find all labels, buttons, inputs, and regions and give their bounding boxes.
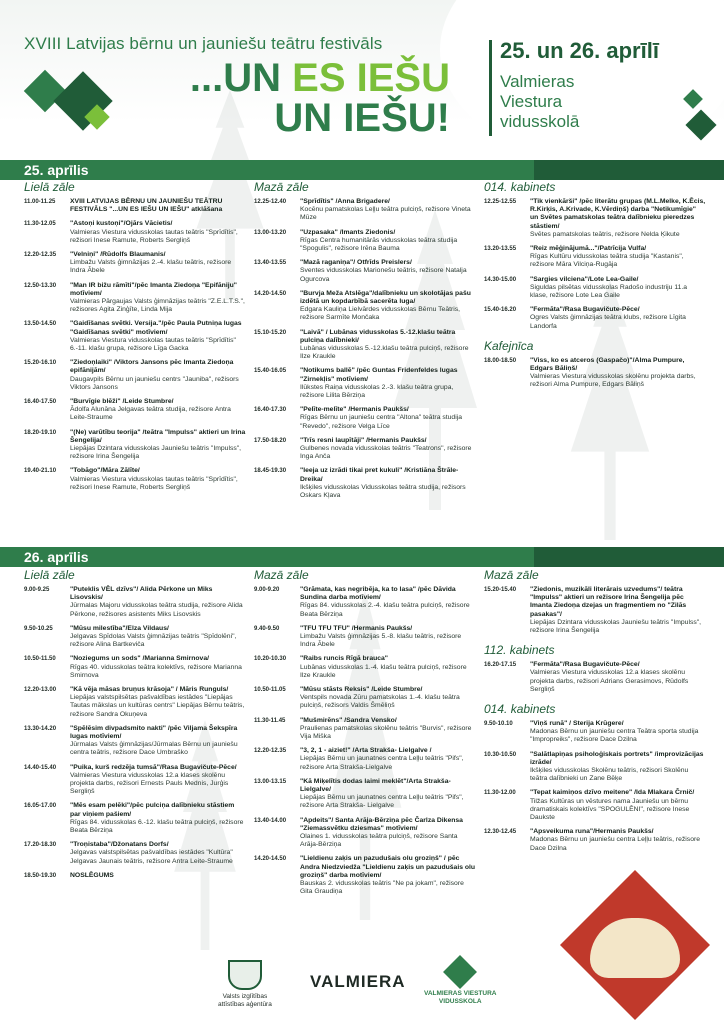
event-description: Valmieras Viestura vidusskolas 12.a klases skolēnu projekta darbs, režisori Adrians Gerasimovs, Rūdolfs Sergliņš [530,669,689,693]
event-body [70,586,246,619]
event-title: "(Ne) varūtību teorija" /teātra "Impulss" aktieri un Irina Šengelija/ [70,428,246,444]
event-title: "Sprīdītis" /Anna Brigadere/ [300,198,390,205]
event-description: Siguldas pilsētas vidusskolas Radošo industriju 11.a klase, režisore Lote Lea Gaile [530,283,688,300]
event-description: Rīgas Kultūru vidusskolas teātra studija "Kastanis", režisore Māra Vilciņa-Rugāja [530,253,684,269]
event-description: Jūrmalas Majoru vidusskolas teātra studija, režisore Alida Pērkone, režisores asistents Miks Lisovskis [70,602,243,618]
event-title: "Tobāgo"/Māra Zālīte/ [70,467,140,475]
event-description: Edgara Kauliņa Lielvārdes vidusskolas Bērnu Teātris, režisore Sarmīte Mončaka [300,306,461,322]
event-body [70,251,246,276]
event-description: Liepājas Dzintara vidusskolas Jauniešu teātris "Impulss", režisore Irina Šengelija [70,445,242,461]
day1-column [484,180,706,396]
divider-line [489,40,492,136]
event-title: "Spēlēsim divpadsmito nakti" /pēc Viljama Šekspīra lugas motīviem/ [70,724,238,741]
event-time: 18.00-18.50 [484,357,517,364]
schedule-item [24,251,246,276]
day1-bar [0,160,724,180]
event-body [300,329,476,362]
event-title: "Salātlapiņas psiholoģiskais portrets" /improvizācijas izrāde/ [530,750,704,766]
event-body [300,855,476,896]
event-description: Valmieras Viestura vidusskolas 12.a klases skolēnu projekta darbs, režisori Ernests Pauls Mednis, Jurģis Sergliņš [70,771,229,796]
schedule-item [24,282,246,315]
event-description: Jūrmalas Valsts ģimnāzijas/Jūrmalas Bērnu un jauniešu centra teātris, režisore Dace Umbraško [70,741,238,757]
event-title: "Laivā" / Lubānas vidusskolas 5.-12.klašu teātra pulciņa dalībnieki/ [300,328,456,344]
event-description: Ventspils novada Zūru pamatskolas 1.-4. klašu teātra pulciņš, režisors Valdis Šmēliņš [300,694,460,710]
room-heading: Mazā zāle [254,568,309,582]
event-body [70,872,114,880]
event-body [530,245,706,270]
event-title: "Gaidīšanas svētki. Versija."/pēc Paula Putniņa lugas "Gaidīšanas svētki" motīviem/ [70,320,242,336]
event-time: 11.30-12.00 [484,790,516,797]
event-time: 9.00-9.20 [254,587,280,593]
event-description: Ilūkstes Raiņa vidusskolas 2.-3. klašu teātra grupa, režisore Lilita Bērziņa [300,383,454,400]
school-logo [424,960,496,1006]
event-title: "Puika, kurš redzēja tumsā"/Rasa Bugavičute-Pēce/ [70,763,237,771]
schedule-item [254,437,476,462]
event-body [70,467,246,492]
schedule-item [484,198,706,239]
room-heading: Mazā zāle [484,568,539,582]
event-title: XVIII LATVIJAS BĒRNU UN JAUNIEŠU TEĀTRU FESTIVĀLS "...UN ES IEŠU UN IEŠU" atklāšana [70,198,223,214]
event-body [530,828,706,853]
event-time: 10.50-11.05 [254,687,286,694]
event-body [70,282,246,315]
venue-line: Viestura [500,92,563,111]
schedule-item [254,625,476,650]
event-description: Ādolfa Alunāna Jelgavas teātra studija, režisore Antra Leite-Straume [70,406,231,422]
event-time: 15.10-15.20 [254,329,287,336]
event-time: 10.20-10.30 [254,656,287,663]
event-description: Lubānas vidusskolas 1.-4. klašu teātra pulciņš, režisore Ilze Kraukle [300,663,467,679]
event-time: 18.50-19.30 [24,872,57,879]
day2-label: 26. aprīlis [24,549,89,565]
schedule-item [254,855,476,896]
schedule-item [24,841,246,866]
event-title: "Kā vēja māsas bruņus krāsoja" / Māris Runguls/ [70,686,229,694]
schedule-item [24,359,246,392]
event-title: "3, 2, 1 - aiziet!" /Arta Strakša- Lielgalve / [300,747,432,755]
event-description: Daugavpils Bērnu un jauniešu centrs "Jauniba", režisors Viktors Jansons [70,375,239,391]
event-description: Limbažu Valsts ģimnāzijas 2.-4. klašu teātris, režisore Indra Ābele [70,259,232,275]
day1-column [254,180,476,506]
event-title: "Tepat kaimiņos dzīvo meitene" /Ida Mlakara Črnič/ [530,789,695,797]
event-title: "Uzpasaka" /Imants Ziedonis/ [300,228,396,236]
event-title: "Apsveikuma runa"/Hermanis Paukšs/ [530,828,654,836]
event-description: Jelgavas Spīdolas Valsts ģimnāzijas teātris "Spīdolēni", režisore Alina Bartkeviča [70,633,237,649]
event-body [530,661,706,694]
event-title: "Man IR bižu rāmīti"/pēc Imanta Ziedoņa "Epifāniju" motīviem/ [70,281,237,297]
event-time: 13.40-14.00 [254,817,287,824]
schedule-item [24,625,246,650]
event-body [70,198,246,214]
schedule-item [24,686,246,719]
event-title: "Pelīte-melīte" /Hermanis Paukšs/ [300,406,409,414]
event-description: Olaines 1. vidusskolas teātra pulciņš, režisore Santa Arāja-Bērziņa [300,833,458,849]
event-title: "Fermāta"/Rasa Bugavičute-Pēce/ [530,661,640,669]
event-title: "Ziedoņlaiki" /Viktors Jansons pēc Imanta Ziedoņa epifānijām/ [70,359,234,375]
event-time: 15.20-15.40 [484,587,517,593]
event-body [70,398,246,423]
event-description: Ikšķiles vidusskolas Skolēnu teātris, režisori Skolēnu teātra dalībnieki un Zane Bēķe [530,767,689,783]
agency-name: attīstības aģentūra [218,1001,272,1008]
event-description: Lubānas vidusskolas 5.-12.klašu teātra pulciņš, režisore Ilze Kraukle [300,345,469,361]
event-description: Svētes pamatskolas teātris, režisore Nelda Ķikute [530,230,680,238]
event-description: Sventes vidusskolas Marionešu teātris, režisore Natalja Ogurcova [300,267,467,283]
poster-header [0,0,724,160]
event-description: Valmieras Viestura vidusskolas tautas teātris "Sprīdītis" 6.-11. klašu grupa, režisore Līga Gacka [70,336,236,353]
room-heading: 014. kabinets [484,702,556,717]
event-title: "Astoņi kustoņi"/Ojārs Vācietis/ [70,220,173,228]
event-title: "Noziegums un sods" /Marianna Smirnova/ [70,655,210,663]
schedule-item [24,802,246,835]
event-description: Rīgas Bērnu un jauniešu centra "Altona" teātra studija "Revedo", režisore Velga Līce [300,414,463,430]
bar-accent [534,160,724,180]
schedule-item [254,198,476,223]
room-heading: Kafejnīca [484,338,534,353]
event-title: "Mazā raganiņa"/ Otfrīds Preislers/ [300,259,412,267]
event-description: Liepājas Bērnu un jaunatnes centra Leļļu teātris "Pifs", režisore Arta Strakša- Lielgalve [300,794,464,810]
festival-dates: 25. un 26. aprīlī [500,38,659,63]
event-description: Liepājas Dzintara vidusskolas Jauniešu teātris "Impulss", režisore Irina Šengelija [530,618,702,635]
event-time: 9.40-9.50 [254,625,280,632]
title-line1-highlight: ES IEŠU [292,56,450,100]
schedule-item [254,686,476,711]
header-circle [440,0,724,160]
festival-venue [500,72,579,132]
event-time: 13.00-13.15 [254,778,287,785]
event-description: Rīgas Centra humanitārās vidusskolas teātra studija "Spogulis", režisore Irēna Bauma [300,236,458,253]
event-time: 15.40-16.05 [254,368,287,375]
schedule-item [24,725,246,758]
event-body [70,429,246,462]
event-time: 16.20-17.15 [484,662,517,669]
event-description: Kocēnu pamatskolas Leļļu teātra pulciņš, režisore Vineta Mūze [300,206,471,222]
event-time: 16.40-17.50 [24,399,57,406]
event-body [300,467,476,500]
event-title: "Fermāta"/Rasa Bugavičute-Pēce/ [530,306,640,314]
event-body [300,198,476,223]
event-body [70,802,246,835]
schedule-item [484,661,706,694]
schedule-item [484,276,706,301]
event-time: 14.40-15.40 [24,764,57,771]
schedule-item [24,198,246,214]
title-line1: ...UN [189,56,293,100]
schedule-item [254,817,476,850]
event-description: Liepājas Bērnu un jaunatnes centra Leļļu teātris "Pifs", režisore Arta Strakša-Lielgalve [300,755,464,771]
schedule-item [484,586,706,635]
schedule-item [24,872,246,880]
event-body [300,259,476,284]
schedule-item [24,220,246,245]
schedule-item [254,655,476,680]
schedule-item [24,320,246,353]
schedule-item [484,720,706,745]
event-time: 12.20-12.35 [24,252,57,259]
event-title: NOSLĒGUMS [70,871,114,879]
event-body [70,625,246,650]
schedule-item [254,329,476,362]
event-description: Ikšķiles vidusskolas Vidusskolas teātra studija, režisors Oskars Kļava [300,483,466,500]
event-time: 12.50-13.30 [24,282,57,289]
school-name: VALMIERAS VIESTURA [424,990,497,997]
event-body [530,306,706,331]
day2-bar [0,547,724,567]
day1-column [24,180,246,498]
event-time: 13.40-13.55 [254,260,287,267]
event-time: 18.45-19.30 [254,468,287,475]
event-description: Rīgas 40. vidusskolas teātra kolektīvs, režisore Marianna Smirnova [70,663,242,679]
school-emblem-icon [443,955,477,989]
event-time: 13.50-14.50 [24,321,57,328]
agency-logo [218,960,272,1009]
event-time: 13.00-13.20 [254,229,287,236]
event-body [70,220,246,245]
event-body [70,655,246,680]
event-time: 9.50-10.25 [24,625,53,632]
bar-accent [534,547,724,567]
event-time: 19.40-21.10 [24,468,57,475]
event-time: 16.40-17.30 [254,407,287,414]
city-logo [310,972,406,992]
event-body [300,229,476,254]
room-heading: Lielā zāle [24,568,75,582]
schedule-item [484,828,706,853]
event-title: "Viņš runā" / Sterija Krūgere/ [530,720,624,728]
event-title: "Trīs resni laupītāji" /Hermanis Paukšs/ [300,436,427,444]
event-time: 12.20-13.00 [24,687,57,694]
event-body [530,751,706,784]
day1-label: 25. aprīlis [24,162,89,178]
schedule-item [254,406,476,431]
schedule-item [484,306,706,331]
event-description: Tilžas Kultūras un vēstures nama Jauniešu un bērnu dramatiskais kolektīvs "SPOGULĒNI", režisore Inese Daukste [530,797,690,822]
schedule-item [254,229,476,254]
event-description: Madonas Bērnu un jauniešu centra Leļļu teātris, režisore Dace Dzilna [530,836,701,852]
event-body [300,367,476,400]
event-time: 17.20-18.30 [24,842,57,849]
schedule-item [254,367,476,400]
event-time: 17.50-18.20 [254,437,287,444]
event-title: "Ieeja uz izrādi tikai pret kukuli" /Kristiāna Štrāle-Dreika/ [300,467,459,483]
schedule-item [484,751,706,784]
event-body [530,720,706,745]
event-body [70,764,246,797]
title-line2: UN IEŠU! [274,96,450,140]
event-description: Rīgas 84. vidusskolas 2.-4. klašu teātra pulciņš, režisore Beata Bērziņa [300,602,470,618]
schedule-item [254,290,476,323]
event-title: "Mūsu milestība"/Elza Vildaus/ [70,624,169,632]
event-body [300,586,476,619]
event-description: Madonas Bērnu un jauniešu centra Teātra sporta studija "Impropreiks", režisore Dace Dzilna [530,728,699,744]
footer-logos [0,960,724,1020]
event-description: Valmieras Viestura vidusskolas tautas teātris "Sprīdītis", režisori Inese Ramute, Roberts Sergliņš [70,475,238,491]
agency-name: Valsts izglītības [222,993,268,1000]
event-title: "Notikums ballē" /pēc Guntas Fridenfeldes lugas "Zirnekļis" motīviem/ [300,367,458,383]
room-heading: 112. kabinets [484,643,555,658]
event-time: 15.20-16.10 [24,360,57,367]
event-body [530,276,706,301]
event-title: "Grāmata, kas negribēja, ka to lasa" /pēc Dāvida Sundina darba motīviem/ [300,586,456,602]
event-time: 14.20-14.50 [254,856,287,863]
event-body [530,198,706,239]
event-description: Valmieras Pārgaujas Valsts ģimnāzijas teātris "Z.E.L.T.S.", režisores Agita Zinģīte, Linda Mija [70,298,245,314]
schedule-item [24,429,246,462]
event-time: 10.50-11.50 [24,656,56,663]
schedule-item [24,586,246,619]
event-body [70,359,246,392]
room-heading: Lielā zāle [24,180,75,194]
event-time: 15.40-16.20 [484,307,517,314]
schedule-item [254,586,476,619]
event-time: 11.30-12.05 [24,221,56,228]
event-time: 16.05-17.00 [24,803,57,810]
event-title: "Lieldienu zaķis un pazudušais olu groziņš" / pēc Andra Niedzviedža "Lieldienu zaķis un pazudušais olu groziņš" darba motīviem/ [300,855,476,879]
schedule-item [24,764,246,797]
event-body [70,320,246,353]
event-title: "Puteklis VĒL dzīvs"/ Alida Pērkone un Miks Lisovskis/ [70,586,213,602]
event-title: "Kā Miķelītis dodas laimi meklēt"/Arta Strakša- Lielgalve/ [300,777,451,794]
day2-column [24,568,246,886]
event-title: "Mušmirēns" /Sandra Vensko/ [300,716,397,724]
event-title: "Tik vienkārši" /pēc literātu grupas (M.L.Melke, K.Ēcis, R.Kirķis, A.Krivade, K.Vērdiņš) darba "Netikumīgie" un Svētes pamatskolas teātra dalībnieku pieredzes stāstiem/ [530,198,706,230]
event-time: 11.30-11.45 [254,717,286,724]
event-time: 14.30-15.00 [484,276,517,283]
event-time: 12.25-12.40 [254,199,287,205]
event-title: "TFU TFU TFU" /Hermanis Paukšs/ [300,624,413,632]
school-name: VIDUSSKOLA [438,998,482,1005]
venue-line: Valmieras [500,72,575,91]
schedule-item [484,357,706,390]
event-title: "Burvīgie blēži" /Leide Stumbre/ [70,398,174,406]
event-description: Liepājas valstspilsētas pašvaldības iestādes "Liepājas Tautas mākslas un kultūras centrs" Liepājas Bērnu teātris, režisore Sandra Okuņeva [70,694,245,718]
event-description: Jelgavas valstspilsētas pašvaldības iestādes "Kultūra" Jelgavas Jaunais teātris, režisore Antra Leite-Straume [70,849,233,865]
event-body [530,789,706,822]
event-body [300,655,476,680]
event-description: Valmieras Viestura vidusskolas tautas teātris "Sprīdītis", režisori Inese Ramute, Roberts Sergliņš [70,228,238,244]
event-body [300,717,476,742]
event-time: 12.20-12.35 [254,748,287,755]
event-body [300,437,476,462]
event-title: "Troņistaba"/Džonatans Dorfs/ [70,841,169,849]
event-time: 13.30-14.20 [24,725,57,732]
event-body [70,725,246,758]
event-title: "Sargies vilciena"/Lote Lea-Gaile/ [530,275,639,283]
event-description: Praulienas pamatskolas skolēnu teātris "Burvis", režisore Vija Miška [300,724,472,741]
event-body [300,686,476,711]
event-title: "Viss, ko es atceros (Gaspačo)"/Alma Pumpure, Edgars Bāliņš/ [530,356,685,373]
schedule-item [484,245,706,270]
schedule-item [254,717,476,742]
event-body [300,747,476,772]
schedule-item [24,655,246,680]
schedule-item [254,747,476,772]
event-time: 9.00-9.25 [24,587,50,593]
day2-column [484,568,706,859]
event-title: "Velniņi" /Rūdolfs Blaumanis/ [70,251,166,259]
room-heading: Mazā zāle [254,180,309,194]
event-description: Ogres Valsts ģimnāzijas teātra klubs, režisore Līgita Landorfa [530,314,686,330]
crest-icon [228,960,262,990]
event-description: Limbažu Valsts ģimnāzijas 5.-8. klašu teātris, režisore Indra Ābele [300,633,462,649]
event-title: "Burvja Meža Atslēga"/dalībnieku un skolotājas pašu izdētā un kopdarbībā sacerēta luga/ [300,289,471,306]
event-body [70,686,246,719]
event-body [530,586,706,635]
event-time: 12.25-12.55 [484,199,517,205]
venue-line: vidusskolā [500,112,580,131]
event-description: Gulbenes novada vidusskolas teātris "Teatrons", režisore Inga Anča [300,445,472,461]
event-title: "Mēs esam pelēki"/pēc pulciņa dalībnieku stāstiem par viņiem pašiem/ [70,802,235,818]
schedule-item [484,789,706,822]
event-time: 9.50-10.10 [484,721,513,728]
event-time: 11.00-11.25 [24,199,56,205]
schedule-item [254,467,476,500]
event-body [300,290,476,323]
event-time: 18.20-19.10 [24,429,57,436]
event-description: Rīgas 84. vidusskolas 6.-12. klašu teātra pulciņš, režisore Beata Bērziņa [70,818,244,835]
festival-title: XVIII Latvijas bērnu un jauniešu teātru festivāls [24,34,383,53]
event-body [300,406,476,431]
event-time: 14.20-14.50 [254,290,287,297]
event-body [300,625,476,650]
event-time: 10.30-10.50 [484,751,517,758]
event-body [300,817,476,850]
schedule-item [24,398,246,423]
schedule-item [254,778,476,811]
event-title: "Raibs runcis Rīgā brauca" [300,655,389,663]
event-body [530,357,706,390]
event-description: Valmieras Viestura vidusskolas skolēnu projekta darbs, režisori Alma Pumpure, Edgars Bāliņš [530,373,696,389]
event-time: 13.20-13.55 [484,246,517,253]
main-title [150,58,450,138]
event-title: "Reiz mēģinājumā..."/Patrīcija Vulfa/ [530,245,647,253]
event-title: "Ziedonis, muzikāli literārais uzvedums"/ teātra "Impulss" aktieri un režisore Irina Šengelija pēc Imanta Ziedoņa dzejas un fragmentiem no "Zilās pasakas"/ [530,586,687,618]
event-time: 12.30-12.45 [484,829,517,836]
event-body [300,778,476,811]
event-description: Bauskas 2. vidusskolas teātris "Ne pa jokam", režisore Gita Graudiņa [300,880,464,896]
schedule-item [254,259,476,284]
event-title: "Apdeits"/ Santa Arāja-Bērziņa pēc Čarlza Dikensa "Ziemassvētku dziesmas" motīviem/ [300,816,463,832]
event-body [70,841,246,866]
room-heading: 014. kabinets [484,180,556,194]
event-title: "Mūsu stāsts Reksis" /Leide Stumbre/ [300,686,423,694]
schedule-item [24,467,246,492]
city-name: VALMIERA [310,972,406,991]
day2-column [254,568,476,903]
